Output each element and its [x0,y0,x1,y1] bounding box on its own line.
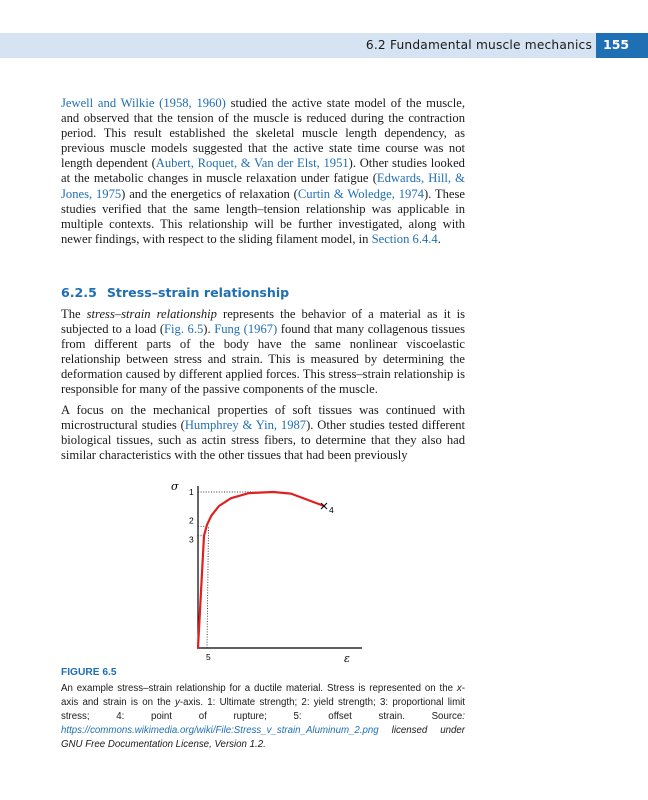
citation-link[interactable]: Edwards, Hill, & Jones, 1975 [61,171,465,201]
page-number-box [596,33,648,58]
annotation-2-label: 2 [189,515,194,526]
running-header [0,33,648,58]
citation-link[interactable]: Aubert, Roquet, & Van der Elst, 1951 [155,156,349,171]
section-heading [61,285,289,300]
paragraph-text: found that many collagenous tissues from different parts of the body have the same nonlinear viscoelastic relationship between stress and strain. This is measured by determining the deformation caused by different applied forces. This stress–strain relationship is responsible for many of the passive components of the muscle. [61,322,465,397]
section-number: 6.2.5 [61,285,97,300]
paragraph-text: ). These studies verified that the same length–tension relationship was applicable in multiple contexts. This relationship will be further investigated, along with newer findings, with respect to the sliding filament model, in [61,186,465,246]
citation-link[interactable]: Jewell and Wilkie (1958, 1960) [61,96,226,110]
stress-strain-curve [198,492,324,648]
paragraph-text: ). Other studies tested different biological tissues, such as actin stress fibers, to determine that they also had similar characteristics with the other tissues that had been previously [61,418,465,463]
citation-link[interactable]: Humphrey & Yin, 1987 [184,418,307,433]
annotation-5-label: 5 [206,652,211,662]
paragraph-text: represents the behavior of a material as it is subjected to a load ( [61,307,466,337]
section-heading-title: Stress–strain relationship [106,285,290,300]
term: stress–strain relationship [86,307,217,321]
figure-6-5 [150,470,400,670]
y-axis-label: σ [171,480,179,493]
figure-label: FIGURE 6.5 [61,667,117,678]
paragraph-text: ) and the energetics of relaxation ( [121,186,298,201]
annotation-3-label: 3 [189,534,194,545]
caption-text: An example stress–strain relationship for a ductile material. Stress is represented on the x-axis and strain is on the y-axis. 1: Ultimate strength; 2: yield strength; 3: proportional limit stress; 4: point of rupture; 5: offset strain. Source: https://commons.wikimedia.org/wiki/File:Stress_v_strain_Aluminum_2.png licensed under GNU Free Documentation License, Version 1.2. [61,683,465,750]
stress-strain-chart [150,470,400,670]
paragraph-2 [61,307,465,398]
section-title: 6.2 Fundamental muscle mechanics [365,38,592,52]
paragraph-text: The [61,307,87,321]
figure-caption [61,666,465,752]
figure-link[interactable]: Fig. 6.5 [164,322,204,337]
annotation-1-label: 1 [189,487,194,497]
paragraph-text: . [437,231,441,246]
paragraph-text: A focus on the mechanical properties of soft tissues was continued with microstructural studies ( [61,403,465,433]
offset-line [207,526,209,648]
citation-link[interactable]: Curtin & Woledge, 1974 [297,186,424,201]
paragraph-text: studied the active state model of the muscle, and observed that the tension of the muscle is reduced during the contraction period. This result established the skeletal muscle length dependency, as previous muscle models suggested that the active state time course was not length dependent ( [61,96,465,171]
paragraph-text: ). Other studies looked at the metabolic changes in muscle relaxation under fatigue ( [61,156,465,186]
x-axis-label: ε [344,652,350,665]
paragraph-3 [61,403,465,463]
citation-link[interactable]: Fung (1967) [214,322,278,337]
source-link[interactable]: https://commons.wikimedia.org/wiki/File:Stress_v_strain_Aluminum_2.png [61,725,379,736]
section-link[interactable]: Section 6.4.4 [371,231,438,246]
paragraph-1 [61,96,465,247]
page-number: 155 [603,37,630,52]
paragraph-text: ). [203,322,215,337]
annotation-4-label: 4 [329,505,334,516]
